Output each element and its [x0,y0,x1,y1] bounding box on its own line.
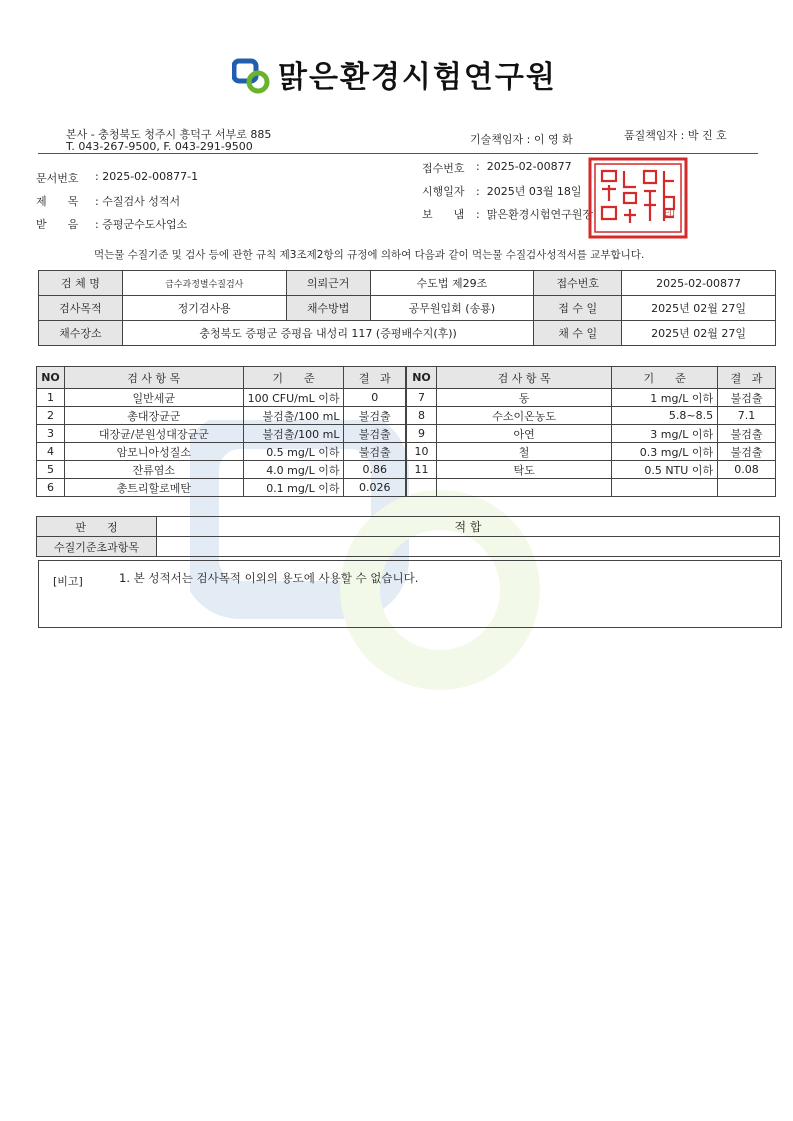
info-receipt-no-label: 접수번호 [534,271,622,296]
row-result: 0.026 [344,479,406,497]
basis: 수도법 제29조 [370,271,534,296]
row-standard: 4.0 mg/L 이하 [243,461,344,479]
method-label: 채수방법 [286,296,370,321]
table-row [407,461,776,479]
receipt-no: : 2025-02-00877 [476,160,572,173]
row-standard: 0.1 mg/L 이하 [243,479,344,497]
test-date: : 2025년 03월 18일 [476,185,582,198]
row-standard: 불검출/100 mL [243,425,344,443]
method: 공무원입회 (송룡) [370,296,534,321]
row-item: 철 [436,443,611,461]
official-seal-icon [588,157,688,239]
sender: : 맑은환경시험연구원장 [476,208,593,221]
row-result: 불검출 [718,425,776,443]
purpose: 정기검사용 [122,296,286,321]
row-result: 0.86 [344,461,406,479]
row-no: 9 [407,425,437,443]
company-name: 맑은환경시험연구원 [278,60,557,95]
row-item: 대장균/분원성대장균군 [64,425,243,443]
header-no: NO [37,367,65,389]
row-result: 0.08 [718,461,776,479]
purpose-label: 검사목적 [39,296,123,321]
table-row [407,443,776,461]
header-result: 결 과 [344,367,406,389]
header-item: 검 사 항 목 [64,367,243,389]
row-item: 총대장균군 [64,407,243,425]
results-table-left [36,366,406,497]
sampling-date: 2025년 02월 27일 [622,321,776,346]
table-row [37,461,406,479]
issuance-statement: 먹는물 수질기준 및 검사 등에 관한 규칙 제3조제2항의 규정에 의하여 다음과 같이 먹는물 수질검사성적서를 교부합니다. [94,249,645,261]
remarks-text: 1. 본 성적서는 검사목적 이외의 용도에 사용할 수 없습니다. [119,571,419,585]
row-item: 아연 [436,425,611,443]
row-no: 2 [37,407,65,425]
judgment-value: 적 합 [156,517,779,537]
row-standard [612,479,718,497]
row-result: 0 [344,389,406,407]
row-no: 11 [407,461,437,479]
row-standard: 0.5 NTU 이하 [612,461,718,479]
row-no [407,479,437,497]
table-row [407,389,776,407]
remarks-box [38,560,782,628]
header-item: 검 사 항 목 [436,367,611,389]
remarks-label: [비고] [53,575,83,588]
row-result [718,479,776,497]
row-item: 동 [436,389,611,407]
row-item: 일반세균 [64,389,243,407]
row-result: 7.1 [718,407,776,425]
basis-label: 의뢰근거 [286,271,370,296]
table-row [37,389,406,407]
row-standard: 5.8~8.5 [612,407,718,425]
row-no: 7 [407,389,437,407]
seal-stamp-text: 印 [664,207,675,220]
table-row [407,407,776,425]
company-phone-fax: T. 043-267-9500, F. 043-291-9500 [66,140,253,153]
sampling-date-label: 채 수 일 [534,321,622,346]
doc-no: : 2025-02-00877-1 [95,170,199,183]
test-date-label: 시행일자 [422,185,465,198]
sample-name: 급수과정별수질검사 [122,271,286,296]
tech-manager: 기술책임자 : 이 영 화 [470,133,573,146]
receipt-date: 2025년 02월 27일 [622,296,776,321]
location-label: 채수장소 [39,321,123,346]
row-standard: 불검출/100 mL [243,407,344,425]
row-no: 4 [37,443,65,461]
company-address: 본사 - 충청북도 청주시 흥덕구 서부로 885 [66,128,272,141]
sample-name-label: 검 체 명 [39,271,123,296]
header-result: 결 과 [718,367,776,389]
exceed-items-label: 수질기준초과항목 [37,537,157,557]
header-standard: 기 준 [612,367,718,389]
row-item: 총트리할로메탄 [64,479,243,497]
header-standard: 기 준 [243,367,344,389]
row-result: 불검출 [718,389,776,407]
row-item: 암모니아성질소 [64,443,243,461]
sample-info-table [38,270,776,346]
row-standard: 1 mg/L 이하 [612,389,718,407]
row-item: 탁도 [436,461,611,479]
row-item: 수소이온농도 [436,407,611,425]
row-result: 불검출 [344,443,406,461]
row-standard: 0.5 mg/L 이하 [243,443,344,461]
row-result: 불검출 [718,443,776,461]
row-no: 1 [37,389,65,407]
results-table-right [406,366,776,497]
row-no: 5 [37,461,65,479]
table-row [37,443,406,461]
header-no: NO [407,367,437,389]
row-standard: 0.3 mg/L 이하 [612,443,718,461]
judgment-table [36,516,780,557]
table-row [37,479,406,497]
row-no: 10 [407,443,437,461]
row-no: 6 [37,479,65,497]
header-divider [38,153,758,154]
receipt-no-label: 접수번호 [422,162,465,175]
location: 충청북도 증평군 증평읍 내성리 117 (증평배수지(후)) [122,321,533,346]
title-label: 제 목 [36,195,79,208]
info-receipt-no: 2025-02-00877 [622,271,776,296]
doc-title: : 수질검사 성적서 [95,195,181,208]
sender-label: 보 냄 [422,208,465,221]
table-row [37,425,406,443]
receipt-date-label: 접 수 일 [534,296,622,321]
table-row [407,425,776,443]
row-no: 8 [407,407,437,425]
company-logo-icon [232,58,272,94]
row-result: 불검출 [344,407,406,425]
quality-manager: 품질책임자 : 박 진 호 [624,129,727,142]
recipient: : 증평군수도사업소 [95,218,188,231]
row-standard: 3 mg/L 이하 [612,425,718,443]
row-item: 잔류염소 [64,461,243,479]
judgment-label: 판 정 [37,517,157,537]
row-item [436,479,611,497]
exceed-items-value [156,537,779,557]
row-standard: 100 CFU/mL 이하 [243,389,344,407]
row-no: 3 [37,425,65,443]
table-row [407,479,776,497]
row-result: 불검출 [344,425,406,443]
doc-no-label: 문서번호 [36,172,79,185]
recipient-label: 받 음 [36,218,79,231]
table-row [37,407,406,425]
